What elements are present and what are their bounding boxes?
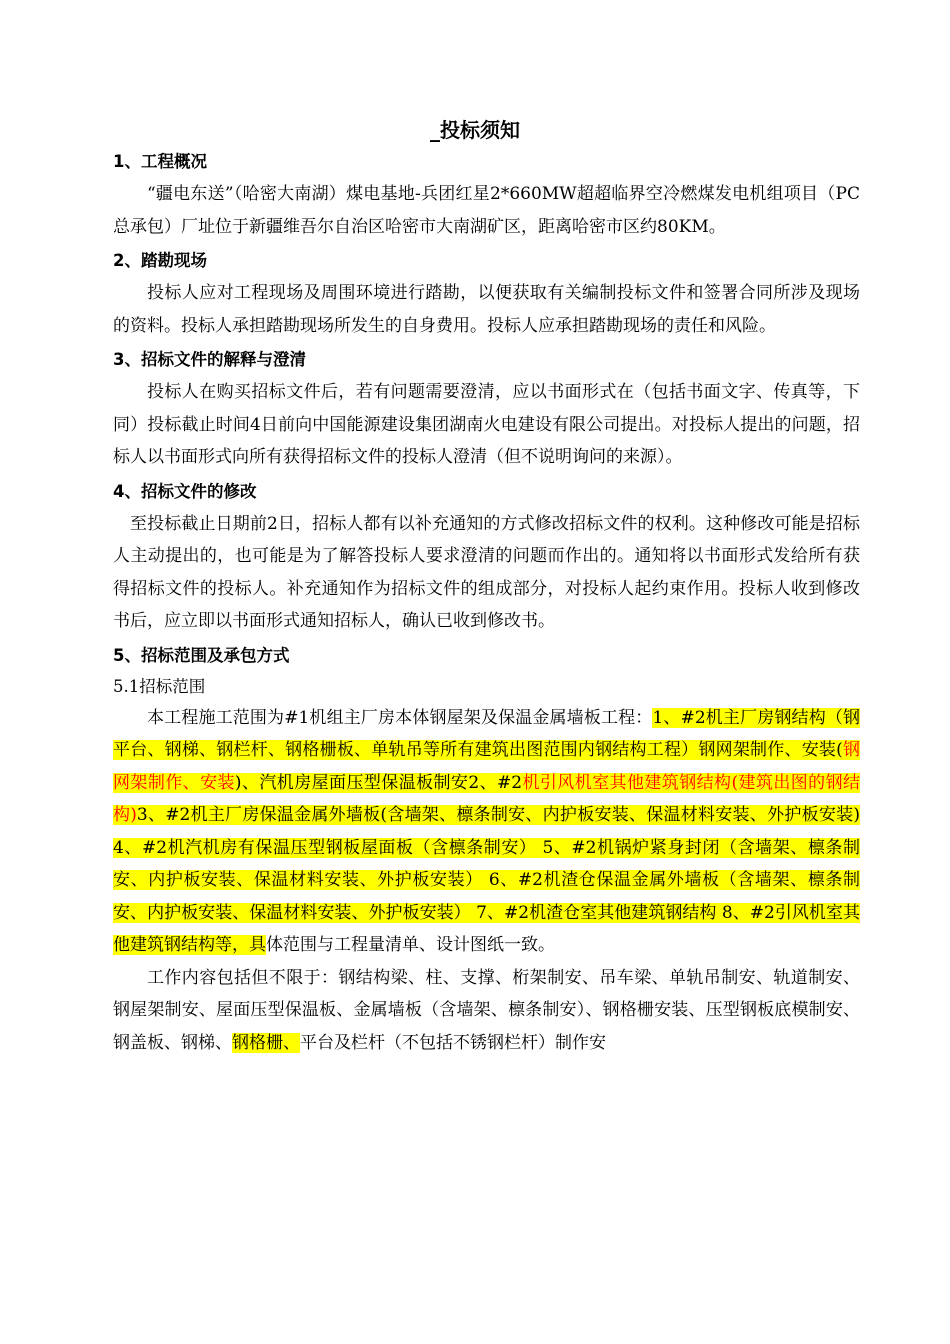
document-title: _投标须知 <box>430 118 520 142</box>
scope-intro: 本工程施工范围为#1机组主厂房本体钢屋架及保温金属墙板工程： <box>147 707 653 728</box>
section-heading-4: 4、招标文件的修改 <box>113 481 257 501</box>
scope-paragraph <box>113 702 860 962</box>
section-text-1: “疆电东送”（哈密大南湖）煤电基地-兵团红星2*660MW超超临界空冷燃煤发电机组项目（PC总承包）厂址位于新疆维吾尔自治区哈密市大南湖矿区，距离哈密市区约80KM。 <box>113 184 860 237</box>
section-text-4: 至投标截止日期前2日，招标人都有以补充通知的方式修改招标文件的权利。这种修改可能是招标人主动提出的，也可能是为了解答投标人要求澄清的问题而作出的。通知将以书面形式发给所有获得招标文件的投标人。补充通知作为招标文件的组成部分，对投标人起约束作用。投标人收到修改书后，应立即以书面形式通知招标人，确认已收到修改书。 <box>113 513 860 631</box>
section-heading-2: 2、踏勘现场 <box>113 251 207 270</box>
section-heading-1: 1、工程概况 <box>113 152 207 171</box>
scope-highlight-1: 1、#2机主厂房钢结构（钢平台、钢梯、钢栏杆、钢格栅板、单轨吊等所有建筑出图范围内钢结构工程）钢网架制作、安装( <box>113 707 860 760</box>
scope-highlight-3: 3、#2机主厂房保温金属外墙板(含墙架、檩条制安、内护板安装、保温材料安装、外护板安装) 4、#2机汽机房有保温压型钢板屋面板（含檩条制安） 5、#2机锅炉紧身封闭（含墙架、檩条制安、内护板安装、保温材料安装、外护板安装） 6、#2机渣仓保温金属外墙板（含墙架、檩条制安、内护板安装、保温材料安装、外护板安装） 7、#2机渣仓室其他建筑钢结构 8、#2引风机室其他建筑钢结构等，具 <box>113 805 861 955</box>
scope-red-2: 机引风机室其他建筑钢结构(建筑出图的钢结构) <box>113 772 860 825</box>
section-text-2: 投标人应对工程现场及周围环境进行踏勘，以便获取有关编制投标文件和签署合同所涉及现场的资料。投标人承担踏勘现场所发生的自身费用。投标人应承担踏勘现场的责任和风险。 <box>113 283 860 336</box>
section-heading-5: 5、招标范围及承包方式 <box>113 645 290 665</box>
work-paragraph <box>113 962 860 1060</box>
subsection-heading-5-1: 5.1招标范围 <box>113 676 206 696</box>
scope-red-1: 钢网架制作、安装 <box>113 740 860 793</box>
section-text-3: 投标人在购买招标文件后，若有问题需要澄清，应以书面形式在（包括书面文字、传真等，下同）投标截止时间4日前向中国能源建设集团湖南火电建设有限公司提出。对投标人提出的问题，招标人以书面形式向所有获得招标文件的投标人澄清（但不说明询问的来源）。 <box>113 382 860 467</box>
work-text-1: 工作内容包括但不限于：钢结构梁、柱、支撑、桁架制安、吊车梁、单轨吊制安、轨道制安、钢屋架制安、屋面压型保温板、金属墙板（含墙架、檩条制安）、钢格栅安装、压型钢板底模制安、钢盖板、钢梯、 <box>113 967 860 1053</box>
document-body <box>113 150 860 1059</box>
scope-tail: 体范围与工程量清单、设计图纸一致。 <box>266 935 555 955</box>
work-text-2: 平台及栏杆（不包括不锈钢栏杆）制作安 <box>300 1032 606 1053</box>
section-heading-3: 3、招标文件的解释与澄清 <box>113 350 306 369</box>
work-highlight: 钢格栅、 <box>232 1032 300 1053</box>
scope-highlight-2: )、汽机房屋面压型保温板制安2、#2 <box>234 772 523 793</box>
